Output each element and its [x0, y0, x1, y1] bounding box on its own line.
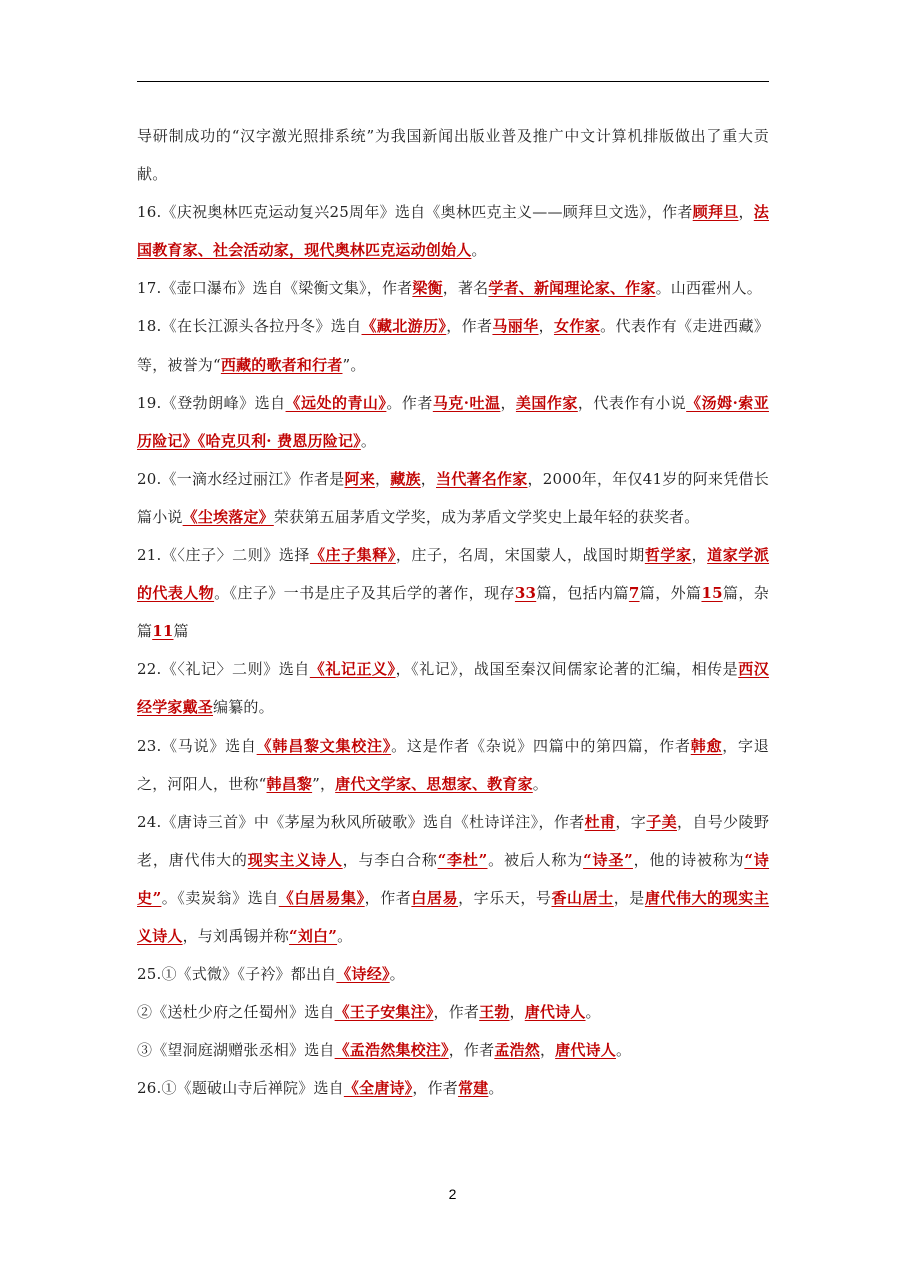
highlighted-answer: 15 — [701, 584, 723, 603]
highlighted-answer: 阿来 — [344, 469, 375, 488]
paragraph-text: ， — [539, 1041, 556, 1060]
document-body — [137, 117, 769, 1107]
paragraph-text: ， — [738, 203, 754, 222]
highlighted-answer: 唐代文学家、思想家、教育家 — [335, 774, 533, 793]
paragraph-text: 22.《〈礼记〉二则》选自 — [137, 660, 310, 679]
paragraph-text: ，他的诗被称为 — [632, 850, 745, 869]
highlighted-answer: 韩昌黎 — [266, 774, 313, 793]
paragraph-text: ，字退之，河阳人，世称“ — [137, 736, 770, 793]
highlighted-answer: 《白居易集》 — [278, 888, 365, 907]
paragraph-text: ，《礼记》，战国至秦汉间儒家论著的汇编，相传是 — [395, 660, 739, 679]
paragraph — [137, 803, 769, 955]
page-number: 2 — [448, 1186, 457, 1202]
paragraph-text: ，作者 — [446, 317, 493, 336]
paragraph-text: ③《望洞庭湖赠张丞相》选自 — [137, 1041, 335, 1060]
paragraph-text: 。作者 — [386, 393, 433, 412]
highlighted-answer: 西汉经学家戴圣 — [137, 660, 769, 717]
paragraph-text: 。 — [615, 1041, 632, 1060]
highlighted-answer: “刘白” — [289, 926, 338, 945]
paragraph-text: 篇 — [173, 622, 189, 641]
highlighted-answer: 《韩昌黎文集校注》 — [256, 736, 392, 755]
paragraph-text: 导研制成功的“汉字激光照排系统”为我国新闻出版业普及推广中文计算机排版做出了重大贡献。 — [137, 127, 769, 184]
paragraph — [137, 307, 769, 383]
paragraph-text: ，与刘禹锡并称 — [182, 926, 290, 945]
paragraph-text: ，自号少陵野老，唐代伟大的 — [137, 812, 770, 869]
paragraph-text: 。 — [337, 926, 353, 945]
highlighted-answer: “李杜” — [437, 850, 488, 869]
paragraph-text: ，庄子，名周，宋国蒙人，战国时期 — [395, 546, 645, 565]
paragraph-text: 20.《一滴水经过丽江》作者是 — [137, 469, 345, 488]
paragraph-text: ，作者 — [448, 1041, 495, 1060]
highlighted-answer: 美国作家 — [515, 393, 578, 412]
paragraph-text: ，著名 — [442, 279, 489, 298]
paragraph-text: 23.《马说》选自 — [137, 736, 257, 755]
highlighted-answer: 杜甫 — [584, 812, 616, 831]
highlighted-answer: 当代著名作家 — [436, 469, 528, 488]
paragraph-text: ，作者 — [412, 1079, 458, 1098]
highlighted-answer: 西藏的歌者和行者 — [220, 355, 343, 374]
highlighted-answer: 《尘埃落定》 — [182, 507, 274, 526]
header-rule — [137, 81, 769, 82]
paragraph-text: ，代表作有小说 — [577, 393, 687, 412]
highlighted-answer: 女作家 — [553, 317, 601, 336]
paragraph-text: ， — [375, 469, 391, 488]
highlighted-answer: 王勃 — [479, 1003, 510, 1022]
paragraph-text: 。这是作者《杂说》四篇中的第四篇，作者 — [391, 736, 691, 755]
paragraph-text: ， — [420, 469, 436, 488]
paragraph-text: ，字 — [615, 812, 647, 831]
paragraph-text: ， — [538, 317, 554, 336]
paragraph-text: ，字乐天，号 — [458, 888, 552, 907]
paragraph-text: 荣获第五届茅盾文学奖，成为茅盾文学奖史上最年轻的获奖者。 — [273, 507, 700, 526]
paragraph-text: ，作者 — [433, 1003, 480, 1022]
paragraph-text: 。 — [360, 431, 377, 450]
highlighted-answer: 《王子安集注》 — [334, 1003, 434, 1022]
paragraph-text: 篇，外篇 — [639, 584, 702, 603]
paragraph — [137, 384, 769, 460]
paragraph-text: 17.《壶口瀑布》选自《梁衡文集》，作者 — [137, 279, 413, 298]
paragraph-text: 18.《在长江源头各拉丹冬》选自 — [137, 317, 362, 336]
highlighted-answer: 道家学派的代表人物 — [137, 546, 770, 603]
highlighted-answer: 法国教育家、社会活动家，现代奥林匹克运动创始人 — [137, 203, 769, 260]
paragraph-text: ，2000年，年仅41岁的阿来凭借长篇小说 — [137, 469, 769, 526]
paragraph-text: ”， — [312, 774, 336, 793]
paragraph — [137, 536, 769, 650]
paragraph-text: 。 — [488, 1079, 504, 1098]
paragraph-text: 。山西霍州人。 — [655, 279, 762, 298]
paragraph-text: ”。 — [342, 355, 366, 374]
paragraph-text: 。 — [389, 965, 405, 984]
highlighted-answer: 《礼记正义》 — [309, 660, 396, 679]
paragraph — [137, 993, 769, 1031]
paragraph-text: ，与李白合称 — [342, 850, 438, 869]
highlighted-answer: 33 — [514, 584, 537, 603]
highlighted-answer: 白居易 — [411, 888, 459, 907]
highlighted-answer: 唐代诗人 — [524, 1003, 586, 1022]
paragraph — [137, 460, 769, 536]
highlighted-answer: 唐代伟大的现实主义诗人 — [137, 888, 770, 945]
highlighted-answer: 梁衡 — [412, 279, 443, 298]
paragraph-text: ， — [500, 393, 516, 412]
highlighted-answer: 《孟浩然集校注》 — [334, 1041, 449, 1060]
highlighted-answer: 《诗经》 — [336, 965, 390, 984]
paragraph — [137, 1069, 769, 1107]
highlighted-answer: 学者、新闻理论家、作家 — [488, 279, 656, 298]
paragraph — [137, 193, 769, 269]
highlighted-answer: 《全唐诗》 — [343, 1079, 413, 1098]
paragraph-text: 。《卖炭翁》选自 — [161, 888, 279, 907]
highlighted-answer: “诗史” — [137, 850, 770, 907]
highlighted-answer: 韩愈 — [690, 736, 723, 755]
highlighted-answer: 《庄子集释》 — [309, 546, 396, 565]
highlighted-answer: “诗圣” — [583, 850, 633, 869]
paragraph-text: ②《送杜少府之任蜀州》选自 — [137, 1003, 335, 1022]
highlighted-answer: 《藏北游历》 — [361, 317, 447, 336]
highlighted-answer: 孟浩然 — [494, 1041, 540, 1060]
highlighted-answer: 《汤姆·索亚历险记》《哈克贝利· 费恩历险记》 — [137, 393, 769, 450]
highlighted-answer: 香山居士 — [551, 888, 614, 907]
highlighted-answer: 7 — [628, 584, 640, 603]
highlighted-answer: 哲学家 — [644, 546, 692, 565]
paragraph-text: ，是 — [613, 888, 645, 907]
paragraph-text: ， — [691, 546, 708, 565]
highlighted-answer: 顾拜旦 — [692, 203, 739, 222]
highlighted-answer: 马克·吐温 — [432, 393, 501, 412]
paragraph-text: 21.《〈庄子〉二则》选择 — [137, 546, 310, 565]
highlighted-answer: 唐代诗人 — [555, 1041, 616, 1060]
paragraph — [137, 269, 769, 307]
paragraph-text: 篇，杂篇 — [137, 584, 769, 641]
paragraph-text: 。《庄子》一书是庄子及其后学的著作，现存 — [214, 584, 515, 603]
paragraph — [137, 1031, 769, 1069]
highlighted-answer: 11 — [152, 622, 174, 641]
paragraph-text: 编纂的。 — [213, 698, 274, 717]
paragraph — [137, 117, 769, 193]
highlighted-answer: 马丽华 — [492, 317, 539, 336]
paragraph-text: 19.《登勃朗峰》选自 — [137, 393, 286, 412]
paragraph-text: 25.①《式微》《子衿》都出自 — [137, 965, 337, 984]
paragraph-text: ，作者 — [364, 888, 412, 907]
paragraph-text: 。被后人称为 — [487, 850, 584, 869]
paragraph-text: 。 — [585, 1003, 601, 1022]
highlighted-answer: 常建 — [457, 1079, 489, 1098]
highlighted-answer: 藏族 — [390, 469, 421, 488]
paragraph-text: 26.①《题破山寺后禅院》选自 — [137, 1079, 344, 1098]
paragraph-text: 。 — [532, 774, 548, 793]
highlighted-answer: 现实主义诗人 — [247, 850, 343, 869]
paragraph-text: 篇，包括内篇 — [536, 584, 629, 603]
highlighted-answer: 子美 — [646, 812, 677, 831]
paragraph — [137, 955, 769, 993]
paragraph — [137, 727, 769, 803]
paragraph-text: 。代表作有《走进西藏》等，被誉为“ — [137, 317, 770, 374]
highlighted-answer: 《远处的青山》 — [285, 393, 387, 412]
paragraph-text: 24.《唐诗三首》中《茅屋为秋风所破歌》选自《杜诗详注》，作者 — [137, 812, 585, 831]
paragraph — [137, 650, 769, 726]
paragraph-text: 。 — [471, 241, 487, 260]
paragraph-text: ， — [509, 1003, 525, 1022]
paragraph-text: 16.《庆祝奥林匹克运动复兴25周年》选自《奥林匹克主义——顾拜旦文选》，作者 — [137, 203, 693, 222]
